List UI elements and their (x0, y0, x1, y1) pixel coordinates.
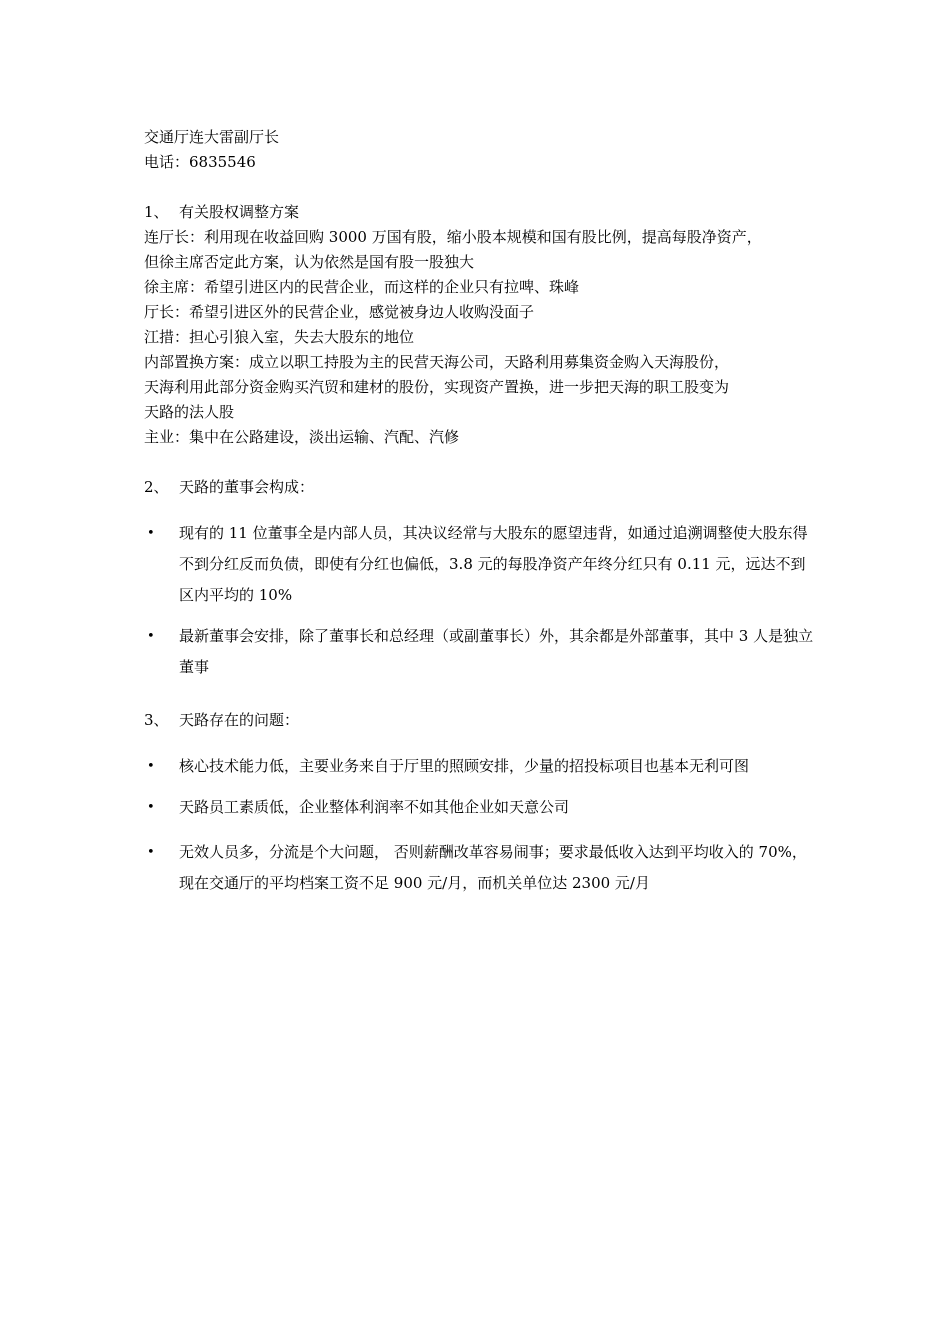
bullet-text: 天路员工素质低，企业整体利润率不如其他企业如天意公司 (179, 798, 570, 816)
section1-line: 天路的法人股 (144, 403, 235, 421)
section1-line: 江措：担心引狼入室，失去大股东的地位 (144, 328, 415, 346)
list-item (144, 792, 819, 823)
section3-heading (144, 708, 819, 733)
bullet-icon: • (147, 759, 155, 774)
section1-line: 徐主席：希望引进区内的民营企业，而这样的企业只有拉啤、珠峰 (144, 278, 580, 296)
list-item (144, 518, 819, 611)
bullet-icon: • (147, 845, 155, 860)
section2-title: 天路的董事会构成： (179, 478, 315, 496)
bullet-icon: • (147, 526, 155, 541)
section2-bullet-list (144, 518, 819, 683)
list-item (144, 837, 819, 899)
section1-line: 内部置换方案：成立以职工持股为主的民营天海公司，天路利用募集资金购入天海股份， (144, 353, 730, 371)
section1-line: 天海利用此部分资金购买汽贸和建材的股份，实现资产置换，进一步把天海的职工股变为 (144, 378, 730, 396)
section1-number: 1、 (144, 203, 169, 221)
contact-title: 交通厅连大雷副厅长 (144, 128, 280, 146)
section1-line: 连厅长：利用现在收益回购 3000 万国有股，缩小股本规模和国有股比例，提高每股净资产， (144, 228, 762, 246)
bullet-text: 无效人员多，分流是个大问题， 否则薪酬改革容易闹事；要求最低收入达到平均收入的 70%，现在交通厅的平均档案工资不足 900 元/月，而机关单位达 2300 元/月 (179, 843, 807, 892)
bullet-text: 最新董事会安排，除了董事长和总经理（或副董事长）外，其余都是外部董事，其中 3 人是独立董事 (179, 627, 814, 676)
bullet-text: 现有的 11 位董事全是内部人员，其决议经常与大股东的愿望违背，如通过追溯调整使大股东得不到分红反而负债，即使有分红也偏低，3.8 元的每股净资产年终分红只有 0.11 元，远达不到区内平均的 10% (179, 524, 808, 604)
bullet-icon: • (147, 800, 155, 815)
section1-title: 有关股权调整方案 (179, 203, 300, 221)
list-item (144, 621, 819, 683)
list-item (144, 751, 819, 782)
section2-number: 2、 (144, 478, 169, 496)
section1-heading (144, 200, 819, 225)
section3-number: 3、 (144, 711, 169, 729)
section1-line: 主业：集中在公路建设，淡出运输、汽配、汽修 (144, 428, 460, 446)
section1-line: 但徐主席否定此方案，认为依然是国有股一股独大 (144, 253, 475, 271)
section1-line: 厅长：希望引进区外的民营企业，感觉被身边人收购没面子 (144, 303, 535, 321)
section2-heading (144, 475, 819, 500)
section3-bullet-list (144, 751, 819, 899)
bullet-icon: • (147, 629, 155, 644)
bullet-text: 核心技术能力低，主要业务来自于厅里的照顾安排，少量的招投标项目也基本无利可图 (179, 757, 750, 775)
contact-phone: 电话：6835546 (144, 153, 256, 171)
section3-title: 天路存在的问题： (179, 711, 300, 729)
document-page (144, 125, 819, 899)
